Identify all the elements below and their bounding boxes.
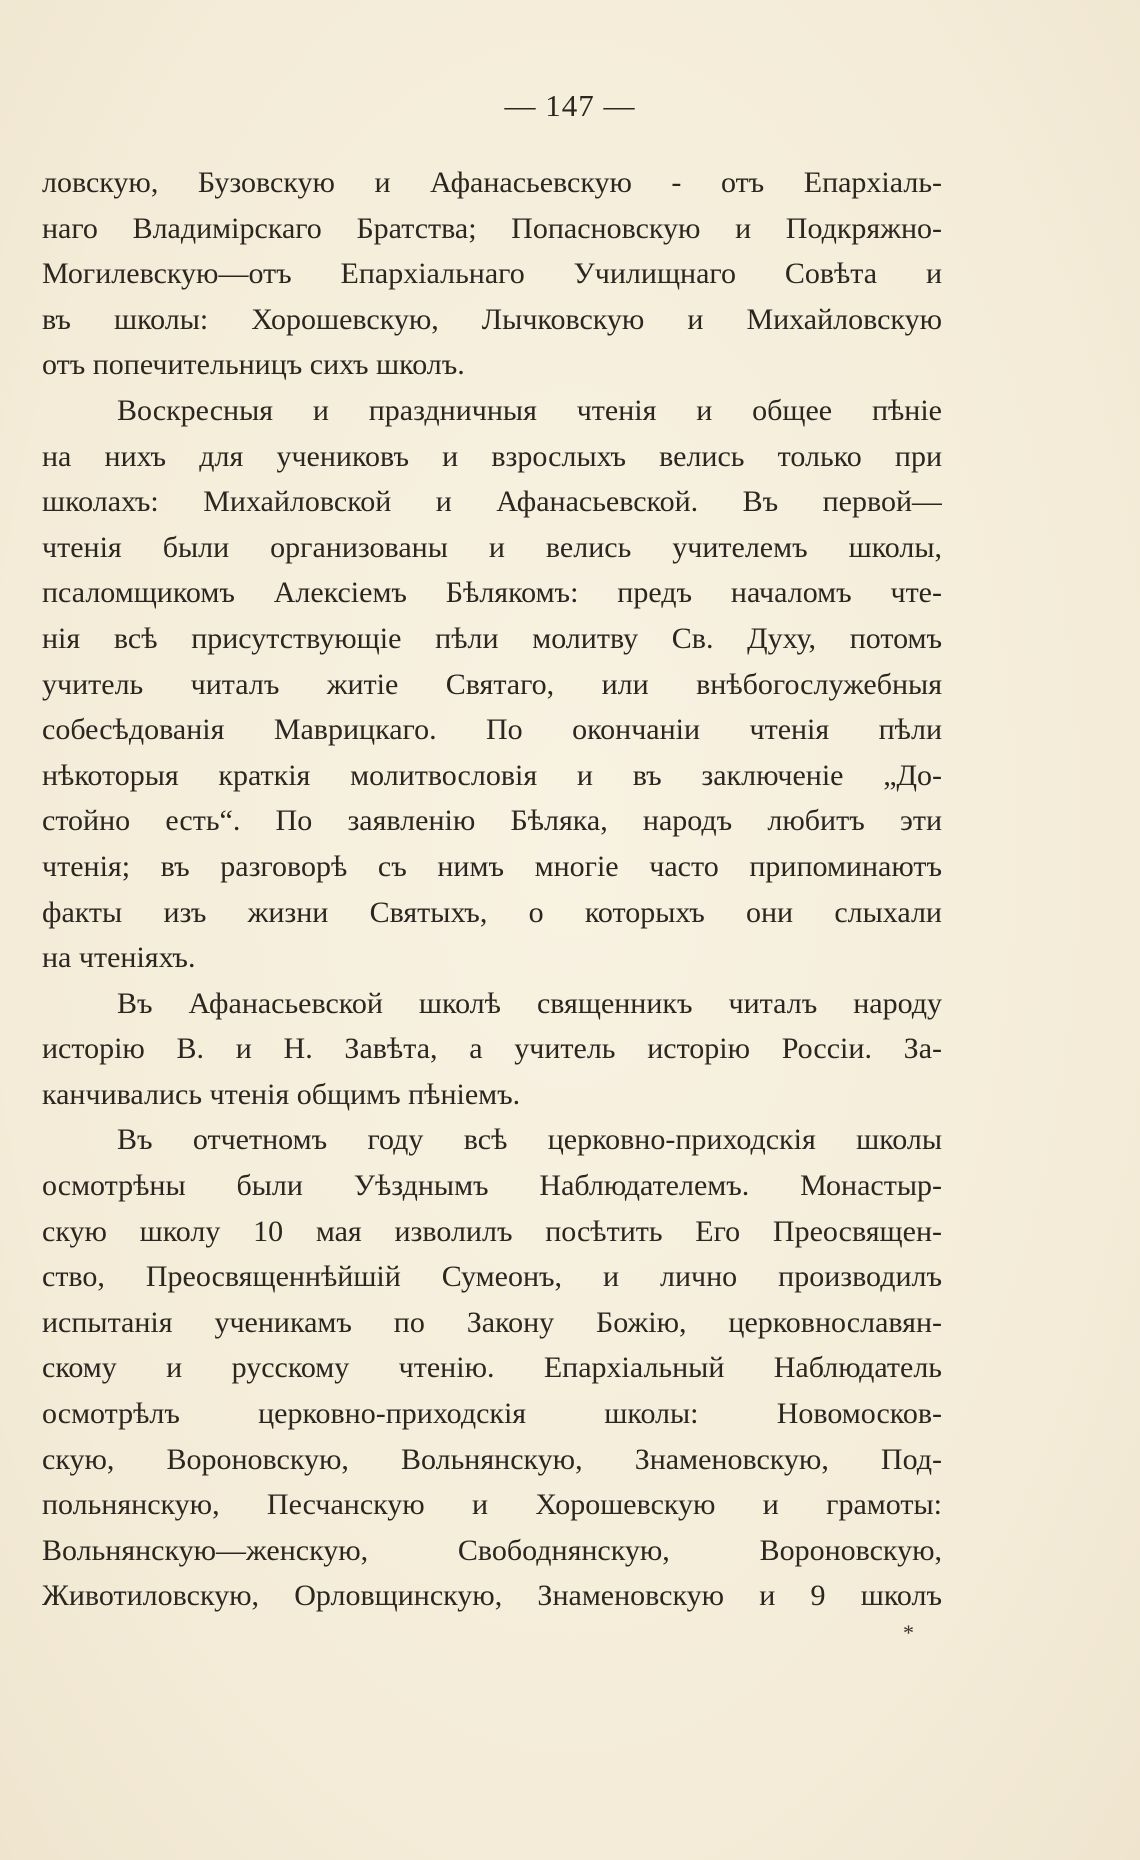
text-line: скому и русскому чтенію. Епархіальный Наблюдатель — [42, 1351, 942, 1385]
text-line: ловскую, Бузовскую и Афанасьевскую - отъ Епархіаль- — [42, 166, 942, 199]
signature-mark: * — [903, 1620, 914, 1645]
paragraph-3 — [42, 981, 942, 1118]
paragraph-2 — [42, 388, 942, 981]
paragraph-1 — [42, 160, 942, 388]
text-line: нѣкоторыя краткія молитвословія и въ заключеніе „До- — [42, 758, 942, 792]
text-line: нія всѣ присутствующіе пѣли молитву Св. Духу, потомъ — [42, 621, 942, 655]
text-line: скую школу 10 мая изволилъ посѣтить Его Преосвящен- — [42, 1214, 942, 1248]
paragraph-4 — [42, 1117, 942, 1619]
text-line: ство, Преосвященнѣйшій Сумеонъ, и лично производилъ — [42, 1260, 942, 1294]
text-line: собесѣдованія Маврицкаго. По окончаніи чтенія пѣли — [42, 713, 942, 747]
text-line: канчивались чтенія общимъ пѣніемъ. — [42, 1077, 521, 1111]
text-line: на чтеніяхъ. — [42, 941, 196, 975]
text-line: Въ Афанасьевской школѣ священникъ читалъ народу — [117, 986, 942, 1020]
text-line: стойно есть“. По заявленію Бѣляка, народъ любитъ эти — [42, 804, 942, 838]
text-line: отъ попечительницъ сихъ школъ. — [42, 348, 465, 382]
text-line: псаломщикомъ Алексіемъ Бѣлякомъ: предъ началомъ чте- — [42, 576, 942, 610]
text-line: скую, Вороновскую, Вольнянскую, Знаменовскую, Под- — [42, 1442, 942, 1476]
text-line: школахъ: Михайловской и Афанасьевской. Въ первой— — [42, 485, 942, 519]
text-line: исторію В. и Н. Завѣта, а учитель исторію Россіи. За- — [42, 1032, 942, 1066]
text-line: Въ отчетномъ году всѣ церковно-приходскія школы — [117, 1123, 942, 1157]
page-number: — 147 — — [504, 88, 636, 123]
text-line: испытанія ученикамъ по Закону Божію, церковнославян- — [42, 1305, 942, 1339]
text-line: польнянскую, Песчанскую и Хорошевскую и грамоты: — [42, 1488, 942, 1522]
text-line: учитель читалъ житіе Святаго, или внѣбогослужебныя — [42, 667, 942, 701]
text-line: наго Владимірскаго Братства; Попасновскую и Подкряжно- — [42, 211, 942, 245]
text-line: осмотрѣлъ церковно-приходскія школы: Новомосков- — [42, 1397, 942, 1431]
body-text — [42, 160, 942, 1619]
text-line: чтенія были организованы и велись учителемъ школы, — [42, 530, 942, 564]
text-line: Вольнянскую—женскую, Свободнянскую, Вороновскую, — [42, 1533, 942, 1567]
text-line: Могилевскую—отъ Епархіальнаго Училищнаго Совѣта и — [42, 257, 942, 291]
text-line: чтенія; въ разговорѣ съ нимъ многіе часто припоминаютъ — [42, 849, 942, 883]
text-line: Животиловскую, Орловщинскую, Знаменовскую и 9 школъ — [42, 1579, 942, 1613]
text-line: Воскресныя и праздничныя чтенія и общее пѣніе — [117, 393, 942, 427]
text-line: осмотрѣны были Уѣзднымъ Наблюдателемъ. Монастыр- — [42, 1169, 942, 1203]
text-line: факты изъ жизни Святыхъ, о которыхъ они слыхали — [42, 895, 942, 929]
text-line: на нихъ для учениковъ и взрослыхъ велись только при — [42, 439, 942, 473]
text-line: въ школы: Хорошевскую, Лычковскую и Михайловскую — [42, 302, 942, 336]
